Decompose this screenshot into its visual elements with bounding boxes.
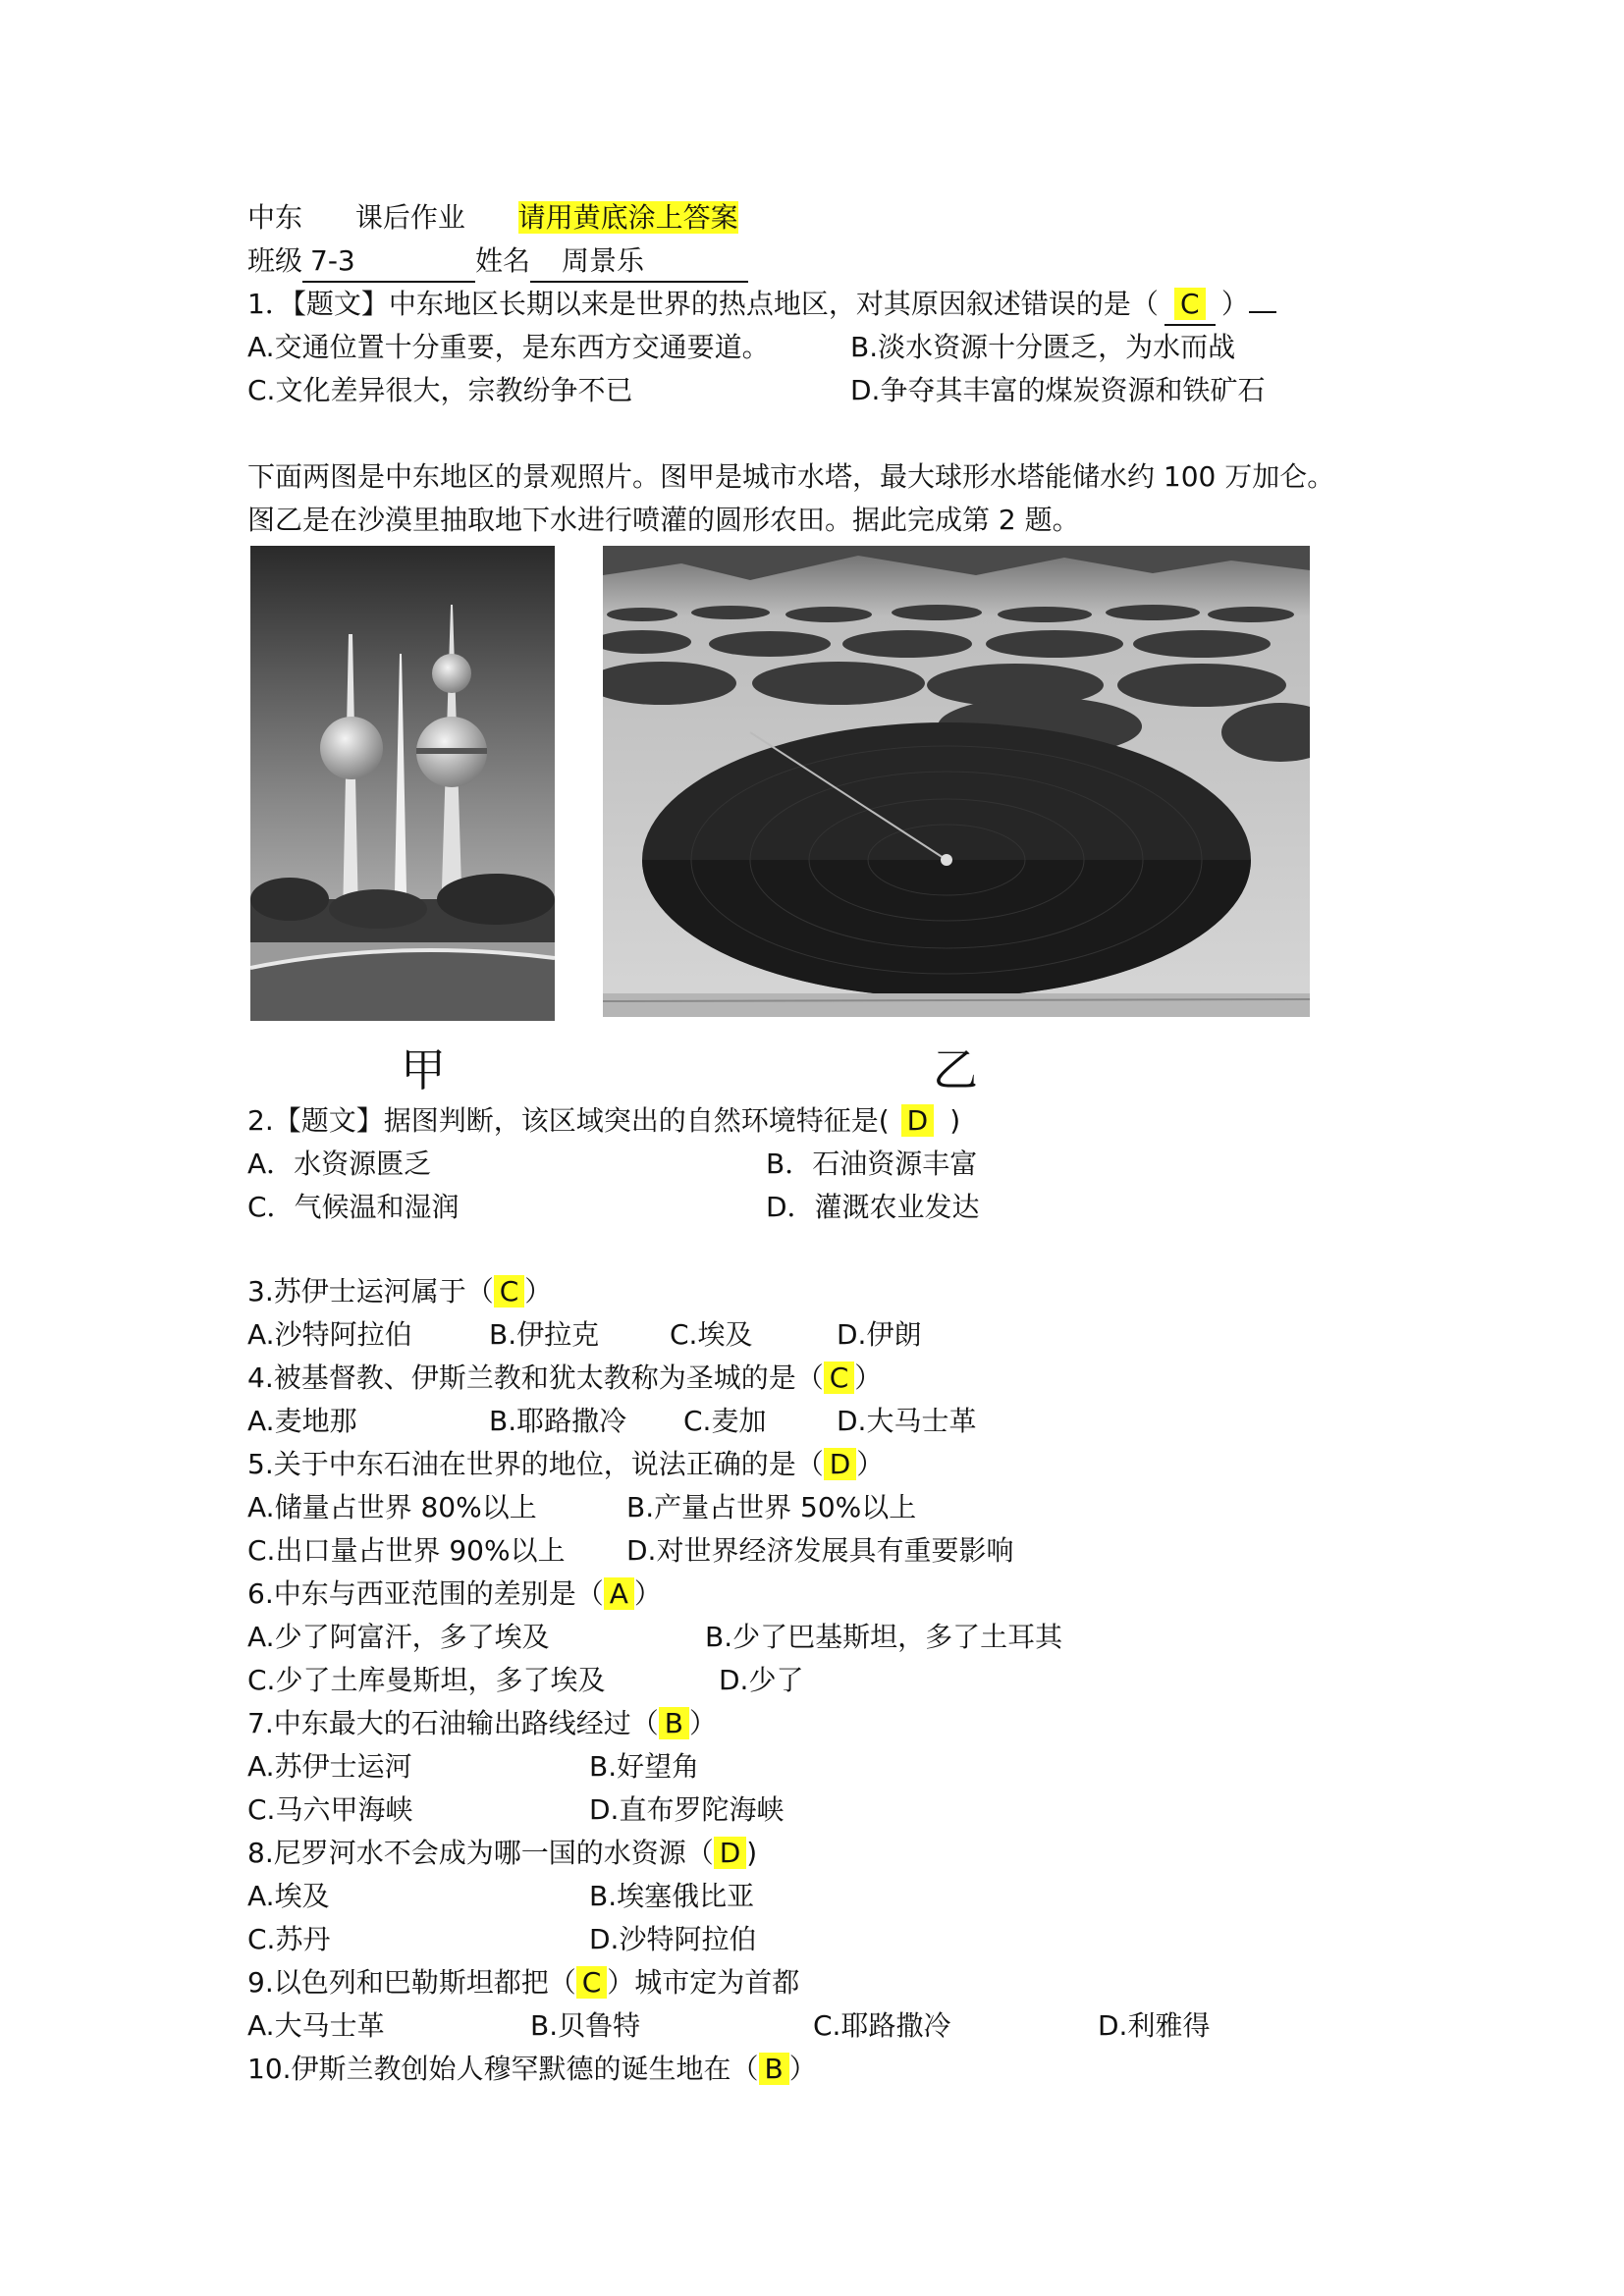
question-text: 1．【题文】中东地区长期以来是世界的热点地区，对其原因叙述错误的是（ [247, 288, 1159, 320]
answer-highlight: C [494, 1275, 525, 1308]
option-c: C.耶路撒冷 [813, 2009, 951, 2042]
answer-highlight: D [901, 1104, 935, 1137]
option-c: C.苏丹 [247, 1923, 331, 1955]
question-text: 2.【题文】据图判断，该区域突出的自然环境特征是( [247, 1104, 890, 1137]
header-instruction: 请用黄底涂上答案 [517, 201, 738, 234]
figure-caption-right: 乙 [933, 1043, 978, 1096]
question-6: 6.中东与西亚范围的差别是（ A ） [247, 1577, 662, 1610]
answer-highlight: B [659, 1707, 689, 1739]
option-c: C.麦加 [683, 1405, 767, 1437]
intro-line-2: 图乙是在沙漠里抽取地下水进行喷灌的圆形农田。据此完成第 2 题。 [247, 504, 1080, 536]
option-c: C.文化差异很大，宗教纷争不已 [247, 374, 633, 406]
option-c: C.马六甲海峡 [247, 1793, 413, 1826]
question-1: 1．【题文】中东地区长期以来是世界的热点地区，对其原因叙述错误的是（ C ） [247, 285, 1276, 326]
question-4: 4.被基督教、伊斯兰教和犹太教称为圣城的是（ C ） [247, 1362, 883, 1394]
question-5: 5.关于中东石油在世界的地位，说法正确的是（ D ） [247, 1448, 885, 1480]
intro-line-1: 下面两图是中东地区的景观照片。图甲是城市水塔，最大球形水塔能储水约 100 万加仑。 [247, 460, 1335, 493]
option-d: D.少了 [719, 1664, 804, 1696]
option-d: D.直布罗陀海峡 [589, 1793, 785, 1826]
option-a: A.沙特阿拉伯 [247, 1318, 412, 1351]
header-region: 中东 [247, 201, 303, 234]
answer-highlight: D [714, 1837, 747, 1869]
answer-highlight: D [824, 1448, 857, 1480]
name-value: 周景乐 [530, 241, 748, 283]
water-tower-photo [250, 546, 555, 1021]
option-a: A.交通位置十分重要，是东西方交通要道。 [247, 331, 770, 363]
name-label: 姓名 [475, 244, 531, 277]
answer-highlight: C [1174, 288, 1206, 320]
option-a: A．水资源匮乏 [247, 1148, 432, 1180]
irrigation-fields-photo [603, 546, 1310, 1017]
student-info-line [247, 241, 748, 283]
option-b: B.伊拉克 [489, 1318, 600, 1351]
option-c: C.出口量占世界 90%以上 [247, 1534, 566, 1567]
option-c: C．气候温和湿润 [247, 1191, 460, 1223]
option-d: D.利雅得 [1098, 2009, 1211, 2042]
option-b: B.少了巴基斯坦，多了土耳其 [705, 1621, 1063, 1653]
header-line [247, 198, 738, 238]
option-d: D.对世界经济发展具有重要影响 [626, 1534, 1014, 1567]
option-a: A.少了阿富汗，多了埃及 [247, 1621, 550, 1653]
answer-highlight: C [824, 1362, 855, 1394]
option-b: B.淡水资源十分匮乏，为水而战 [850, 331, 1236, 363]
class-label: 班级 [247, 244, 303, 277]
option-b: B.埃塞俄比亚 [589, 1880, 755, 1912]
option-d: D．灌溉农业发达 [766, 1191, 980, 1223]
option-c: C.少了土库曼斯坦，多了埃及 [247, 1664, 606, 1696]
option-d: D.争夺其丰富的煤炭资源和铁矿石 [850, 374, 1266, 406]
question-8: 8.尼罗河水不会成为哪一国的水资源（ D ) [247, 1837, 758, 1869]
figure-caption-left: 甲 [401, 1043, 446, 1096]
option-a: A.埃及 [247, 1880, 330, 1912]
option-a: A.大马士革 [247, 2009, 385, 2042]
option-b: B.产量占世界 50%以上 [626, 1491, 917, 1523]
option-a: A.苏伊士运河 [247, 1750, 412, 1783]
header-assignment: 课后作业 [354, 201, 465, 234]
option-b: B.好望角 [589, 1750, 700, 1783]
answer-highlight: B [759, 2053, 789, 2085]
class-value: 7-3 [302, 241, 475, 283]
answer-highlight: A [604, 1577, 634, 1610]
option-b: B.贝鲁特 [530, 2009, 641, 2042]
option-a: A.麦地那 [247, 1405, 357, 1437]
option-c: C.埃及 [670, 1318, 753, 1351]
option-b: B．石油资源丰富 [766, 1148, 978, 1180]
option-b: B.耶路撒冷 [489, 1405, 627, 1437]
question-7: 7.中东最大的石油输出路线经过（ B ） [247, 1707, 717, 1739]
question-2: 2.【题文】据图判断，该区域突出的自然环境特征是( D ) [247, 1104, 961, 1137]
question-10: 10.伊斯兰教创始人穆罕默德的诞生地在（ B ） [247, 2053, 817, 2085]
question-9: 9.以色列和巴勒斯坦都把（ C ）城市定为首都 [247, 1966, 800, 1999]
option-d: D.沙特阿拉伯 [589, 1923, 757, 1955]
question-3: 3.苏伊士运河属于（ C ） [247, 1275, 553, 1308]
option-a: A.储量占世界 80%以上 [247, 1491, 537, 1523]
option-d: D.伊朗 [837, 1318, 922, 1351]
answer-highlight: C [576, 1966, 608, 1999]
option-d: D.大马士革 [837, 1405, 977, 1437]
